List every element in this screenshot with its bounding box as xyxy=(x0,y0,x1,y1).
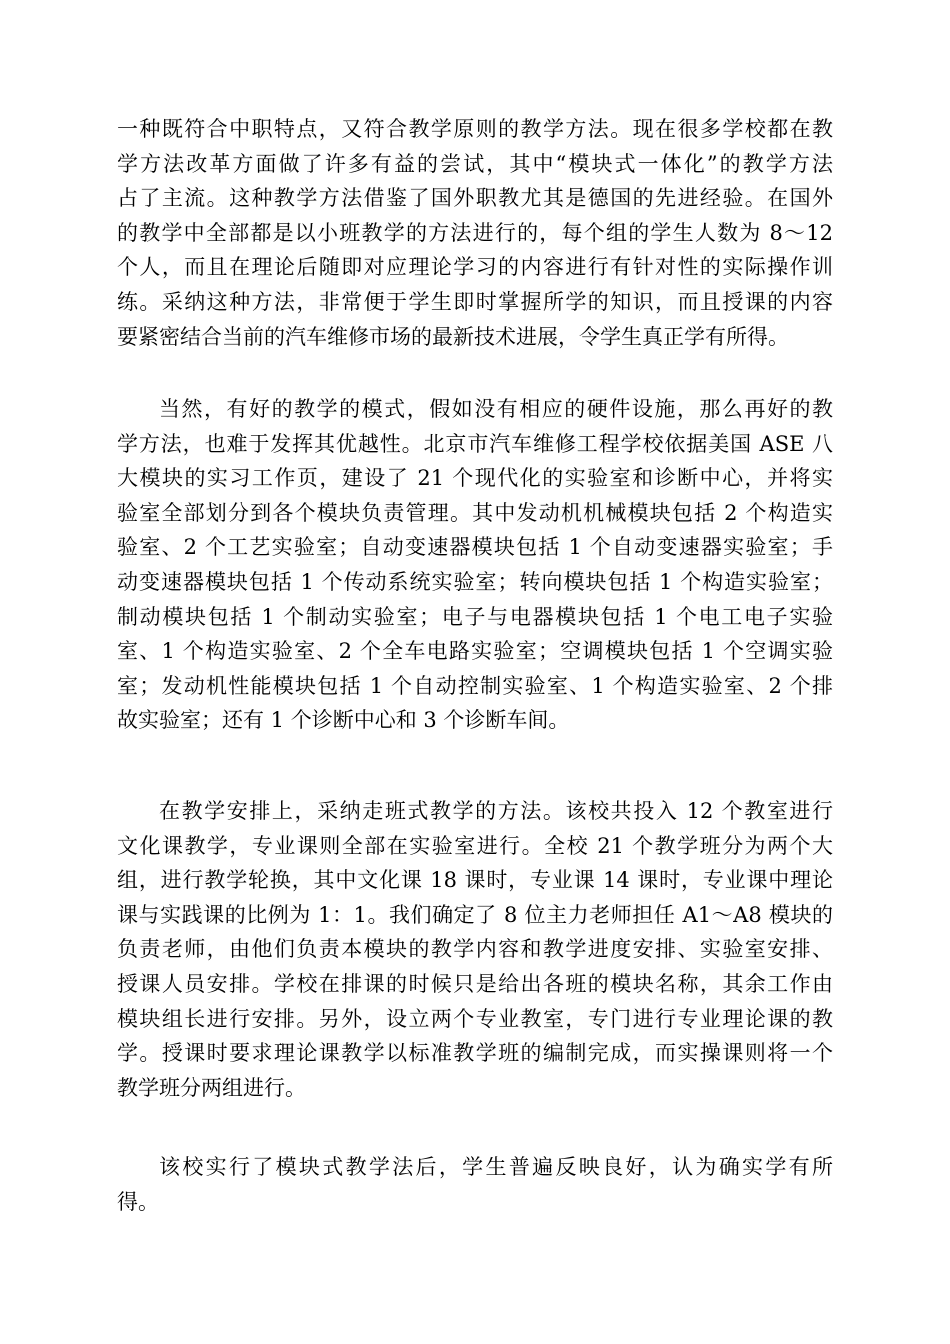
paragraph-2 xyxy=(117,392,833,738)
paragraph-line: 个人，而且在理论后随即对应理论学习的内容进行有针对性的实际操作训 xyxy=(117,255,833,280)
paragraph-3 xyxy=(117,794,833,1105)
paragraph-line: 动变速器模块包括 1 个传动系统实验室；转向模块包括 1 个构造实验室； xyxy=(117,569,833,594)
paragraph-line: 一种既符合中职特点，又符合教学原则的教学方法。现在很多学校都在教 xyxy=(117,117,833,141)
paragraph-line: 的教学中全部都是以小班教学的方法进行的，每个组的学生人数为 8～12 xyxy=(117,220,833,245)
paragraph-line: 验室全部划分到各个模块负责管理。其中发动机机械模块包括 2 个构造实 xyxy=(117,500,833,525)
paragraph-line: 课与实践课的比例为 1：1。我们确定了 8 位主力老师担任 A1～A8 模块的 xyxy=(117,902,833,927)
paragraph-line: 该校实行了模块式教学法后，学生普遍反映良好，认为确实学有所 xyxy=(159,1155,833,1179)
paragraph-line: 授课人员安排。学校在排课的时候只是给出各班的模块名称，其余工作由 xyxy=(117,971,833,996)
paragraph-line: 当然，有好的教学的模式，假如没有相应的硬件设施，那么再好的教 xyxy=(159,397,833,421)
paragraph-line: 故实验室；还有 1 个诊断中心和 3 个诊断车间。 xyxy=(117,708,570,733)
paragraph-line: 教学班分两组进行。 xyxy=(117,1075,306,1100)
paragraph-line: 室；发动机性能模块包括 1 个自动控制实验室、1 个构造实验室、2 个排 xyxy=(117,673,833,698)
paragraph-line: 负责老师，由他们负责本模块的教学内容和教学进度安排、实验室安排、 xyxy=(117,937,833,962)
paragraph-line: 学方法改革方面做了许多有益的尝试，其中“模块式一体化”的教学方法 xyxy=(117,151,833,176)
paragraph-line: 练。采纳这种方法，非常便于学生即时掌握所学的知识，而且授课的内容 xyxy=(117,289,833,314)
paragraph-line: 学方法，也难于发挥其优越性。北京市汽车维修工程学校依据美国 ASE 八 xyxy=(117,431,833,456)
paragraph-line: 大模块的实习工作页，建设了 21 个现代化的实验室和诊断中心，并将实 xyxy=(117,466,833,491)
paragraph-1 xyxy=(117,112,833,354)
paragraph-line: 室、1 个构造实验室、2 个全车电路实验室；空调模块包括 1 个空调实验 xyxy=(117,639,833,664)
paragraph-line: 学。授课时要求理论课教学以标准教学班的编制完成，而实操课则将一个 xyxy=(117,1041,833,1066)
paragraph-line: 要紧密结合当前的汽车维修市场的最新技术进展，令学生真正学有所得。 xyxy=(117,324,789,349)
paragraph-line: 在教学安排上，采纳走班式教学的方法。该校共投入 12 个教室进行 xyxy=(159,799,833,823)
paragraph-4 xyxy=(117,1150,833,1219)
paragraph-line: 制动模块包括 1 个制动实验室；电子与电器模块包括 1 个电工电子实验 xyxy=(117,604,833,629)
paragraph-line: 占了主流。这种教学方法借鉴了国外职教尤其是德国的先进经验。在国外 xyxy=(117,186,833,211)
paragraph-line: 文化课教学，专业课则全部在实验室进行。全校 21 个教学班分为两个大 xyxy=(117,833,833,858)
paragraph-line: 模块组长进行安排。另外，设立两个专业教室，专门进行专业理论课的教 xyxy=(117,1006,833,1031)
paragraph-line: 得。 xyxy=(117,1189,159,1214)
paragraph-line: 验室、2 个工艺实验室；自动变速器模块包括 1 个自动变速器实验室；手 xyxy=(117,535,833,560)
paragraph-line: 组，进行教学轮换，其中文化课 18 课时，专业课 14 课时，专业课中理论 xyxy=(117,868,833,893)
